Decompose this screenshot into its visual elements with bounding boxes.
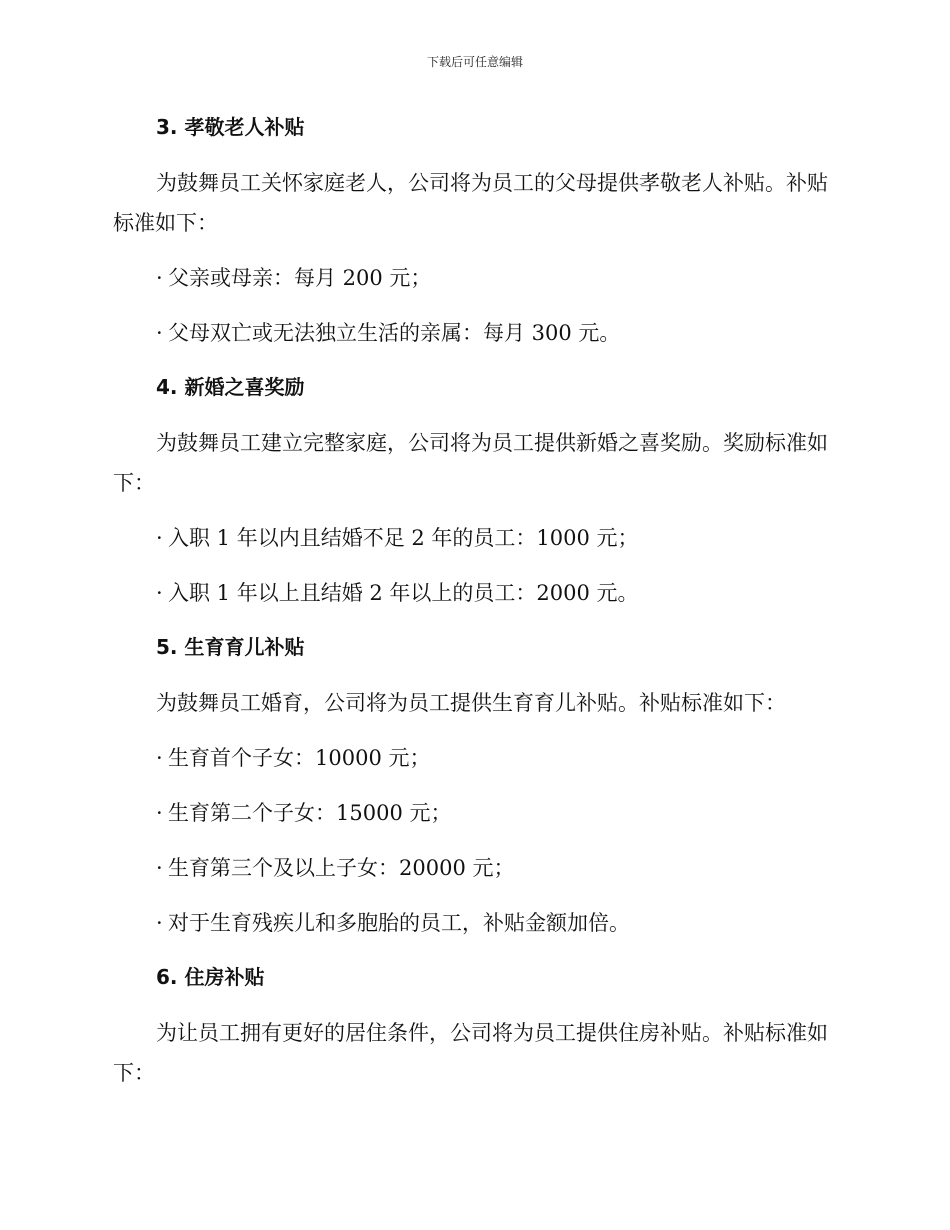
section-paragraph-housing-subsidy: 为让员工拥有更好的居住条件，公司将为员工提供住房补贴。补贴标准如下： (113, 1021, 828, 1085)
section-heading-wedding-reward: 4. 新婚之喜奖励 (156, 375, 305, 399)
bullet-dot-icon: · (156, 746, 163, 770)
bullet-text: 生育第二个子女：15000 元； (168, 801, 452, 825)
bullet-dot-icon: · (156, 856, 163, 880)
bullet-item (113, 518, 833, 558)
bullet-dot-icon: · (156, 321, 163, 345)
bullet-text: 生育首个子女：10000 元； (168, 746, 431, 770)
section-paragraph-elderly-subsidy: 为鼓舞员工关怀家庭老人，公司将为员工的父母提供孝敬老人补贴。补贴标准如下： (113, 171, 828, 235)
bullet-item (113, 848, 833, 888)
section-heading-childbirth-subsidy: 5. 生育育儿补贴 (156, 635, 305, 659)
bullet-dot-icon: · (156, 526, 163, 550)
page-header: 下载后可任意编辑 (426, 55, 523, 69)
bullet-dot-icon: · (156, 801, 163, 825)
bullet-text: 对于生育残疾儿和多胞胎的员工，补贴金额加倍。 (168, 911, 630, 935)
section-paragraph-wedding-reward: 为鼓舞员工建立完整家庭，公司将为员工提供新婚之喜奖励。奖励标准如下： (113, 431, 828, 495)
bullet-item (113, 738, 833, 778)
bullet-text: 入职 1 年以内且结婚不足 2 年的员工：1000 元； (168, 526, 639, 550)
bullet-dot-icon: · (156, 581, 163, 605)
bullet-item (113, 903, 833, 943)
section-heading-elderly-subsidy: 3. 孝敬老人补贴 (156, 115, 305, 139)
bullet-item (113, 258, 833, 298)
bullet-dot-icon: · (156, 911, 163, 935)
bullet-text: 父亲或母亲：每月 200 元； (168, 266, 432, 290)
bullet-dot-icon: · (156, 266, 163, 290)
section-paragraph-childbirth-subsidy: 为鼓舞员工婚育，公司将为员工提供生育育儿补贴。补贴标准如下： (156, 691, 786, 715)
bullet-text: 父母双亡或无法独立生活的亲属：每月 300 元。 (168, 321, 621, 345)
bullet-text: 入职 1 年以上且结婚 2 年以上的员工：2000 元。 (168, 581, 639, 605)
bullet-item (113, 313, 833, 353)
bullet-item (113, 573, 833, 613)
document-body (113, 108, 833, 1108)
bullet-item (113, 793, 833, 833)
bullet-text: 生育第三个及以上子女：20000 元； (168, 856, 515, 880)
section-heading-housing-subsidy: 6. 住房补贴 (156, 965, 265, 989)
